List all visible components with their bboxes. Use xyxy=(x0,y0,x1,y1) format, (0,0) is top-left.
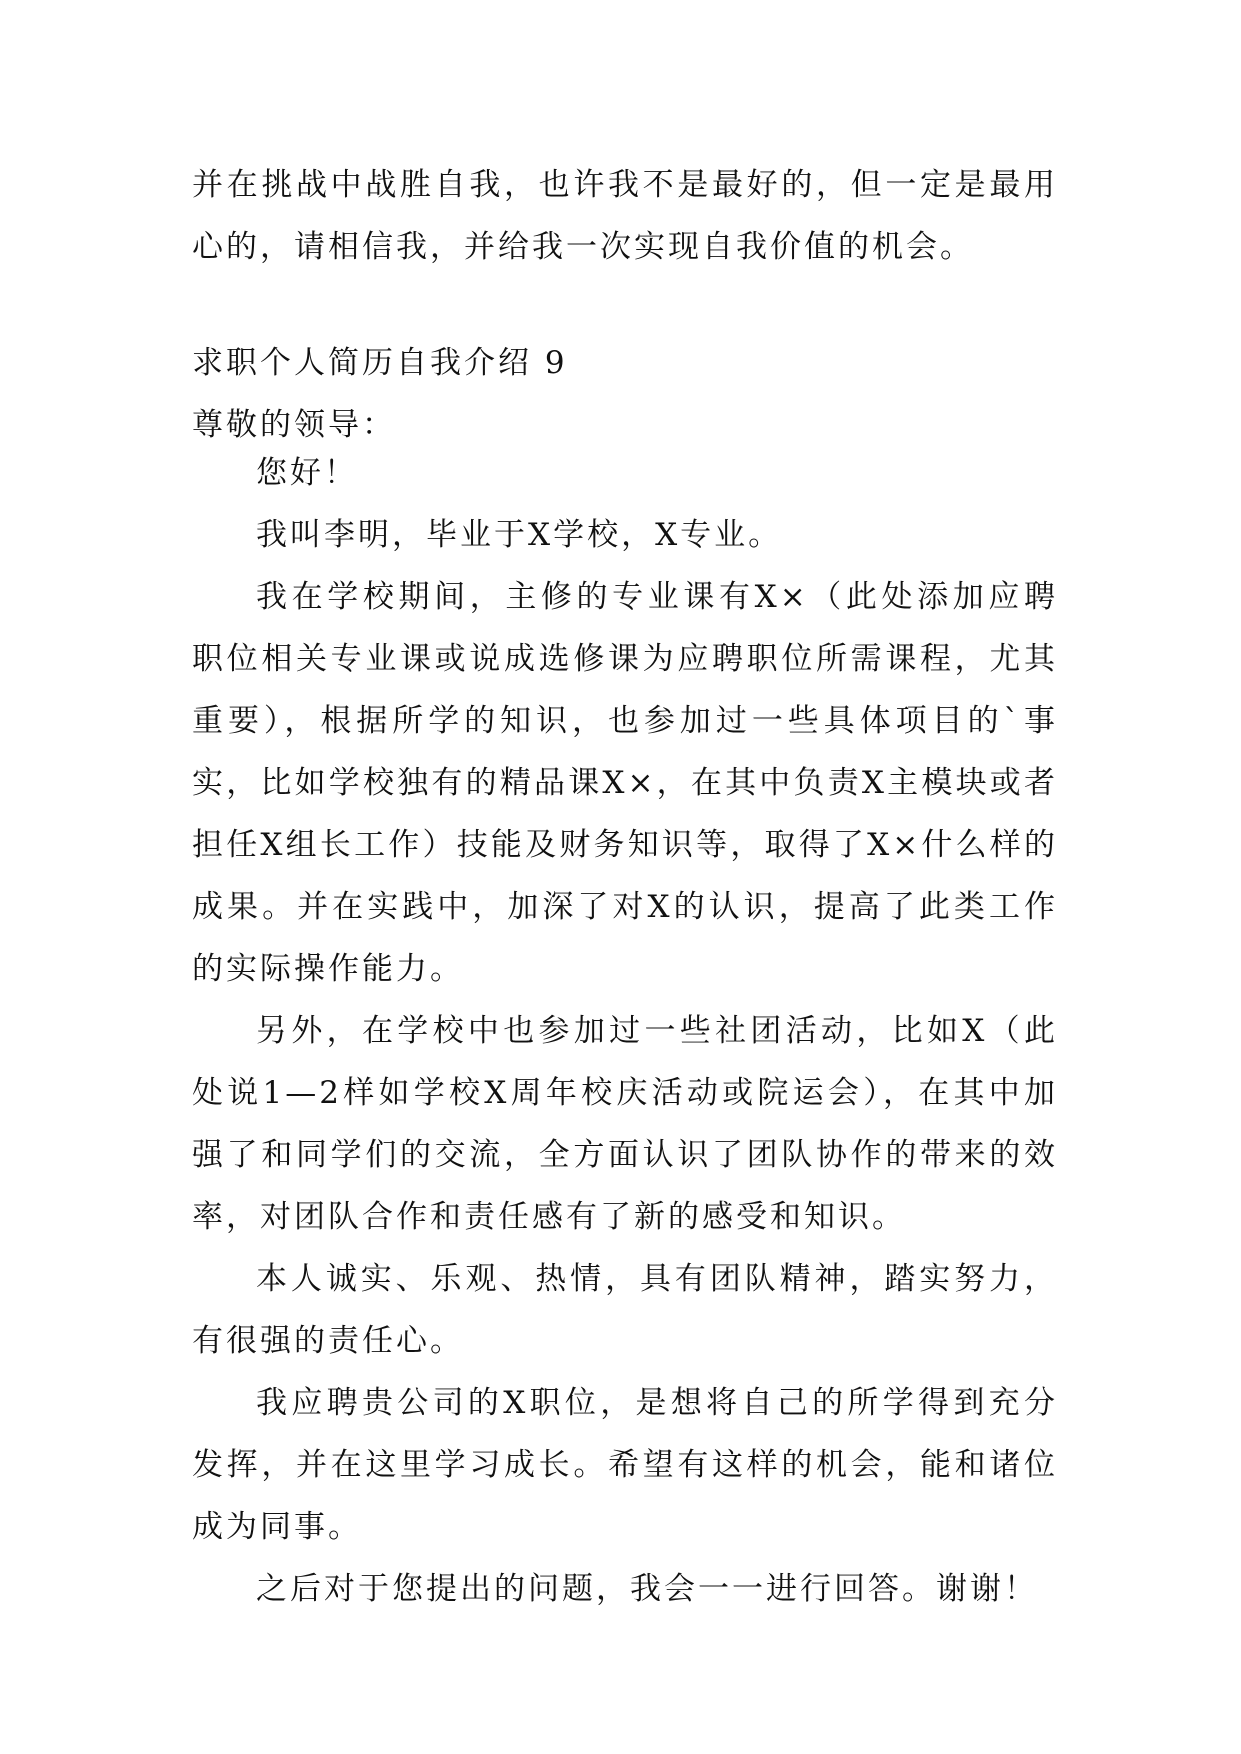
section-title: 求职个人简历自我介绍 9 xyxy=(192,345,568,381)
body-paragraph: 我应聘贵公司的X职位，是想将自己的所学得到充分发挥，并在这里学习成长。希望有这样的机会，能和诸位成为同事。 xyxy=(192,1385,1058,1545)
body-paragraph: 本人诚实、乐观、热情，具有团队精神，踏实努力，有很强的责任心。 xyxy=(192,1261,1058,1359)
salutation: 尊敬的领导： xyxy=(192,407,396,443)
intro-paragraph: 并在挑战中战胜自我，也许我不是最好的，但一定是最用心的，请相信我，并给我一次实现自我价值的机会。 xyxy=(192,167,1058,265)
intro-paragraph-block xyxy=(192,154,1058,278)
body-paragraph: 另外，在学校中也参加过一些社团活动，比如X（此处说1—2样如学校X周年校庆活动或院运会），在其中加强了和同学们的交流，全方面认识了团队协作的带来的效率，对团队合作和责任感有了新的感受和知识。 xyxy=(192,1013,1058,1235)
body-paragraph: 之后对于您提出的问题，我会一一进行回答。谢谢！ xyxy=(256,1571,1038,1607)
body-paragraph: 我叫李明，毕业于X学校，X专业。 xyxy=(256,517,783,553)
letter-body xyxy=(192,442,1058,1620)
body-paragraph: 我在学校期间，主修的专业课有X×（此处添加应聘职位相关专业课或说成选修课为应聘职位所需课程，尤其重要），根据所学的知识，也参加过一些具体项目的`事实，比如学校独有的精品课X×，在其中负责X主模块或者担任X组长工作）技能及财务知识等，取得了X×什么样的成果。并在实践中，加深了对X的认识，提高了此类工作的实际操作能力。 xyxy=(192,579,1058,987)
greeting: 您好！ xyxy=(256,455,358,491)
